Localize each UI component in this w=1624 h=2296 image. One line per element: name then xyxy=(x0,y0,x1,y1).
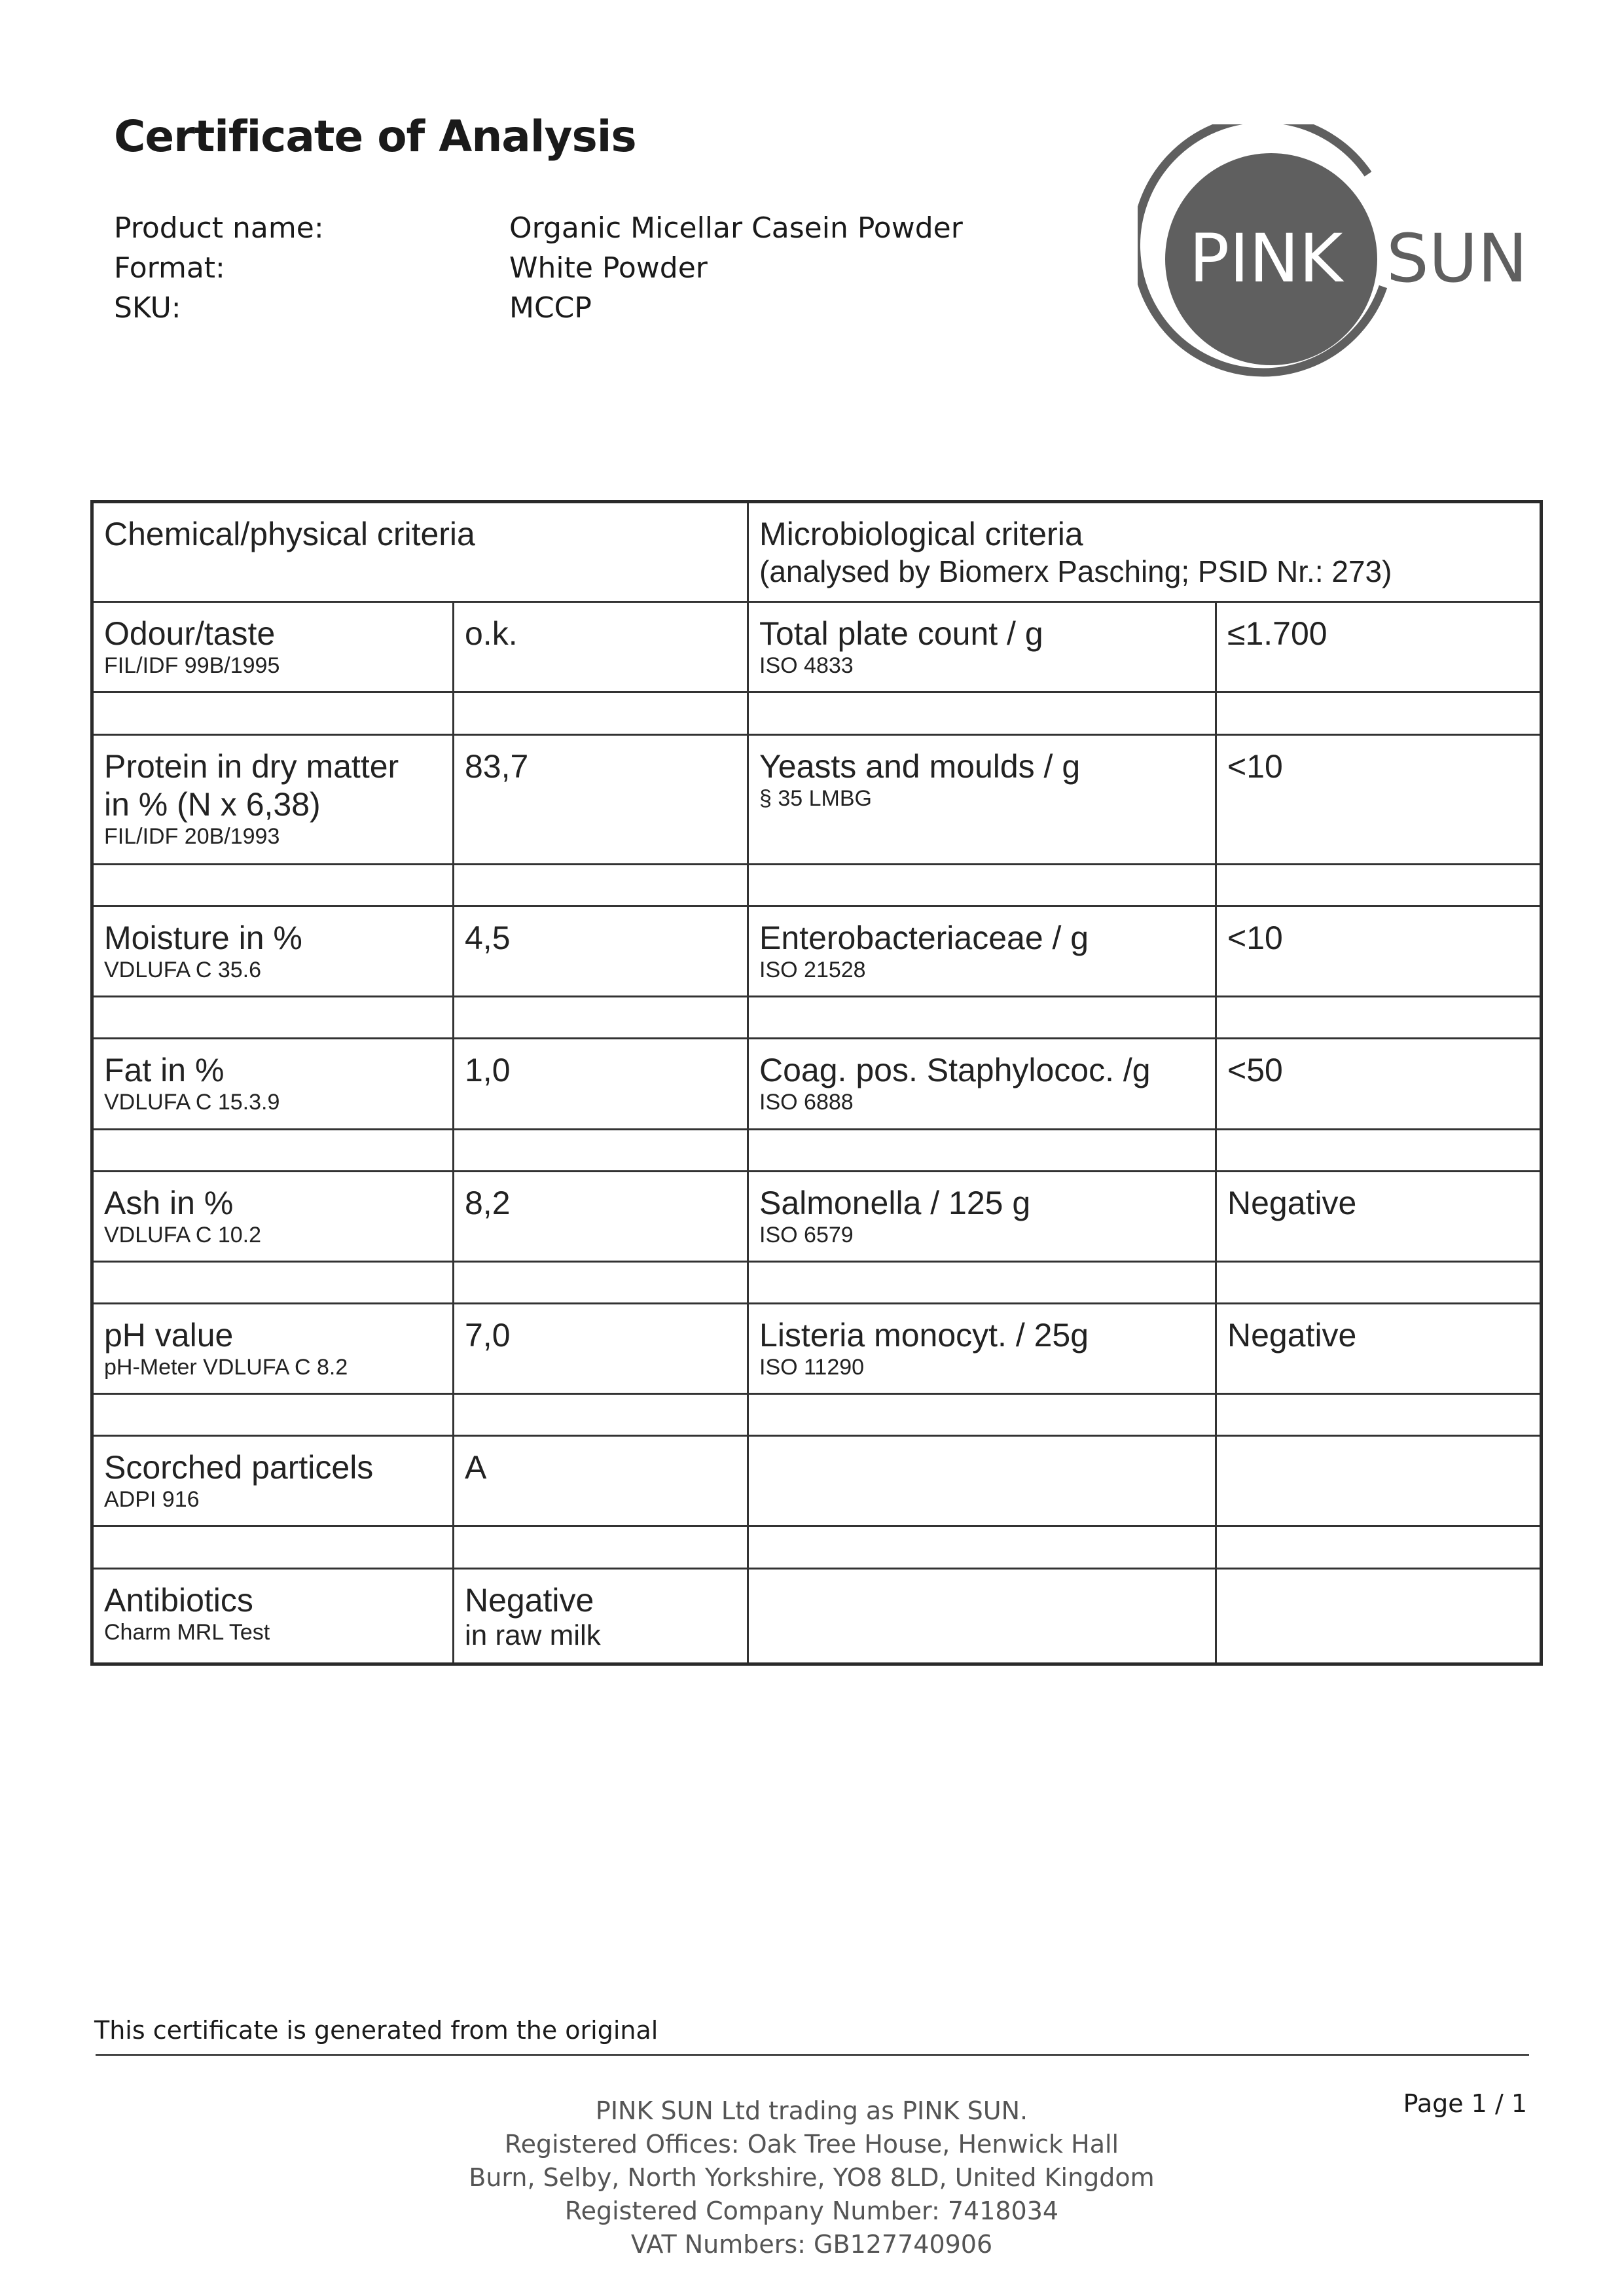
logo-pink-text: PINK xyxy=(1189,220,1343,298)
product-info xyxy=(114,208,963,328)
footer-line-offices: Registered Offices: Oak Tree House, Henwick Hall xyxy=(504,2130,1119,2159)
page-title: Certificate of Analysis xyxy=(114,111,636,162)
table-row xyxy=(92,1039,1542,1129)
micro-name: Salmonella / 125 g xyxy=(759,1184,1031,1221)
product-name-value: Organic Micellar Casein Powder xyxy=(509,211,963,245)
micro-value: <10 xyxy=(1227,747,1283,785)
chem-method: VDLUFA C 15.3.9 xyxy=(104,1090,280,1115)
chem-value-cell xyxy=(454,1039,748,1129)
micro-name-cell xyxy=(748,602,1216,692)
footer-line-company-number: Registered Company Number: 7418034 xyxy=(564,2197,1059,2225)
micro-name: Listeria monocyt. / 25g xyxy=(759,1316,1089,1354)
chem-value: 7,0 xyxy=(465,1316,511,1354)
micro-value-cell xyxy=(1216,1303,1542,1393)
chem-header: Chemical/physical criteria xyxy=(104,516,475,552)
micro-value-cell xyxy=(1216,602,1542,692)
spacer-row xyxy=(92,1129,1542,1171)
micro-header: Microbiological criteria xyxy=(759,516,1083,552)
company-footer xyxy=(288,2094,1335,2261)
chem-value: A xyxy=(465,1449,487,1486)
chem-header-cell xyxy=(92,502,748,602)
chem-value: 83,7 xyxy=(465,747,529,785)
chem-name: Fat in % xyxy=(104,1052,225,1089)
chem-method: pH-Meter VDLUFA C 8.2 xyxy=(104,1354,348,1380)
micro-name-cell xyxy=(748,1171,1216,1261)
sku-label: SKU: xyxy=(114,291,181,325)
chem-name: Scorched particels xyxy=(104,1449,374,1486)
chem-name-cell xyxy=(92,906,454,996)
micro-method: ISO 21528 xyxy=(759,957,866,982)
micro-name-cell xyxy=(748,906,1216,996)
chem-name: Protein in dry matter xyxy=(104,747,399,785)
micro-value-cell xyxy=(1216,1436,1542,1526)
micro-name: Coag. pos. Staphylococ. /g xyxy=(759,1052,1151,1089)
generated-note: This certificate is generated from the original xyxy=(94,2016,659,2045)
table-header-row xyxy=(92,502,1542,602)
chem-name-line2: in % (N x 6,38) xyxy=(104,785,321,823)
analysis-table xyxy=(90,500,1543,1666)
micro-value: <50 xyxy=(1227,1052,1283,1089)
chem-name-cell xyxy=(92,1171,454,1261)
chem-name-cell xyxy=(92,734,454,864)
chem-value: Negative xyxy=(465,1581,594,1619)
micro-value: <10 xyxy=(1227,919,1283,956)
chem-method: VDLUFA C 10.2 xyxy=(104,1222,262,1247)
micro-name-cell xyxy=(748,1436,1216,1526)
table-row xyxy=(92,1171,1542,1261)
format-label: Format: xyxy=(114,251,225,285)
sku-value: MCCP xyxy=(509,291,592,325)
chem-method: Charm MRL Test xyxy=(104,1619,270,1645)
table-row xyxy=(92,734,1542,864)
chem-value-cell xyxy=(454,1171,748,1261)
micro-method: ISO 11290 xyxy=(759,1354,865,1380)
chem-value-cell xyxy=(454,1303,748,1393)
table-row xyxy=(92,1568,1542,1664)
micro-value-cell xyxy=(1216,1039,1542,1129)
micro-subheader: (analysed by Biomerx Pasching; PSID Nr.: 273) xyxy=(759,554,1392,588)
chem-name: Antibiotics xyxy=(104,1581,253,1619)
footer-line-address: Burn, Selby, North Yorkshire, YO8 8LD, United Kingdom xyxy=(469,2163,1155,2192)
chem-value-cell xyxy=(454,1568,748,1664)
chem-value-cell xyxy=(454,1436,748,1526)
footer-line-trading: PINK SUN Ltd trading as PINK SUN. xyxy=(595,2096,1028,2125)
chem-name: Ash in % xyxy=(104,1184,234,1221)
table-row xyxy=(92,1436,1542,1526)
spacer-row xyxy=(92,1526,1542,1568)
micro-name: Total plate count / g xyxy=(759,615,1043,653)
chem-name: Odour/taste xyxy=(104,615,276,653)
chem-value: 4,5 xyxy=(465,919,511,956)
table-row xyxy=(92,906,1542,996)
micro-header-cell xyxy=(748,502,1542,602)
micro-method: ISO 4833 xyxy=(759,653,854,679)
page-number: Page 1 / 1 xyxy=(1403,2089,1527,2118)
chem-method: ADPI 916 xyxy=(104,1487,200,1513)
chem-value-cell xyxy=(454,602,748,692)
footer-divider xyxy=(96,2054,1529,2056)
micro-method: ISO 6888 xyxy=(759,1090,854,1115)
chem-method: VDLUFA C 35.6 xyxy=(104,957,262,982)
chem-name-cell xyxy=(92,1039,454,1129)
spacer-row xyxy=(92,1261,1542,1303)
format-row xyxy=(114,248,963,288)
chem-method: FIL/IDF 99B/1995 xyxy=(104,653,280,679)
chem-value-cell xyxy=(454,734,748,864)
chem-value: 8,2 xyxy=(465,1184,511,1221)
chem-name-cell xyxy=(92,1568,454,1664)
sku-row xyxy=(114,288,963,328)
chem-name-cell xyxy=(92,1303,454,1393)
micro-value-cell xyxy=(1216,1171,1542,1261)
micro-name: Enterobacteriaceae / g xyxy=(759,919,1089,956)
micro-name-cell xyxy=(748,1568,1216,1664)
chem-value: o.k. xyxy=(465,615,518,653)
spacer-row xyxy=(92,692,1542,734)
chem-name: Moisture in % xyxy=(104,919,302,956)
product-name-label: Product name: xyxy=(114,211,324,245)
micro-value: ≤1.700 xyxy=(1227,615,1327,653)
spacer-row xyxy=(92,997,1542,1039)
chem-value-line2: in raw milk xyxy=(465,1619,601,1651)
pink-sun-logo xyxy=(1138,124,1530,399)
footer-line-vat: VAT Numbers: GB127740906 xyxy=(630,2230,993,2259)
table-row xyxy=(92,1303,1542,1393)
micro-method: § 35 LMBG xyxy=(759,785,872,811)
micro-name-cell xyxy=(748,1303,1216,1393)
chem-name-cell xyxy=(92,1436,454,1526)
micro-value-cell xyxy=(1216,1568,1542,1664)
micro-value: Negative xyxy=(1227,1316,1357,1354)
product-name-row xyxy=(114,208,963,248)
micro-method: ISO 6579 xyxy=(759,1222,854,1247)
chem-method: FIL/IDF 20B/1993 xyxy=(104,823,280,849)
table-row xyxy=(92,602,1542,692)
chem-value: 1,0 xyxy=(465,1052,511,1089)
micro-value: Negative xyxy=(1227,1184,1357,1221)
spacer-row xyxy=(92,1394,1542,1436)
micro-value-cell xyxy=(1216,906,1542,996)
spacer-row xyxy=(92,864,1542,906)
micro-name-cell xyxy=(748,734,1216,864)
chem-name: pH value xyxy=(104,1316,234,1354)
chem-name-cell xyxy=(92,602,454,692)
micro-name: Yeasts and moulds / g xyxy=(759,747,1081,785)
format-value: White Powder xyxy=(509,251,708,285)
chem-value-cell xyxy=(454,906,748,996)
micro-value-cell xyxy=(1216,734,1542,864)
logo-sun-text: SUN xyxy=(1386,220,1528,298)
micro-name-cell xyxy=(748,1039,1216,1129)
